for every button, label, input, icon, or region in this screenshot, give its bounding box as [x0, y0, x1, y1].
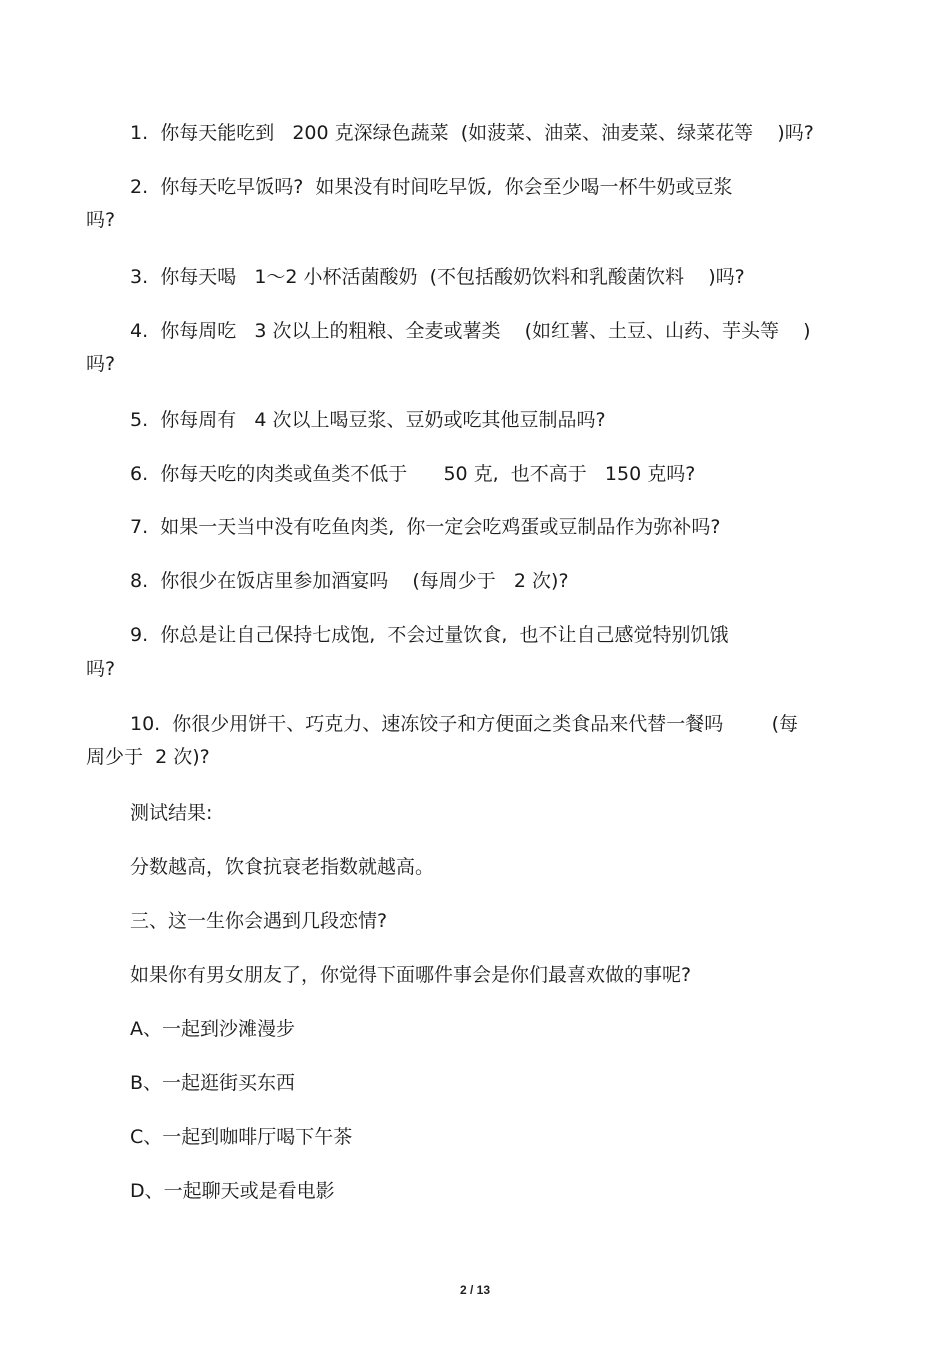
result-text: 分数越高，饮食抗衰老指数就越高。 [130, 856, 435, 878]
question-5: 5. 你每周有 4 次以上喝豆浆、豆奶或吃其他豆制品吗? [130, 409, 606, 431]
question-10-continuation: 周少于 2 次)? [86, 746, 210, 768]
section-title: 三、这一生你会遇到几段恋情? [130, 910, 388, 932]
question-9: 9. 你总是让自己保持七成饱, 不会过量饮食, 也不让自己感觉特别饥饿 [130, 624, 729, 646]
option-c: C、一起到咖啡厅喝下午茶 [130, 1126, 353, 1148]
question-10: 10. 你很少用饼干、巧克力、速冻饺子和方便面之类食品来代替一餐吗 (每 [130, 713, 799, 735]
question-2: 2. 你每天吃早饭吗? 如果没有时间吃早饭, 你会至少喝一杯牛奶或豆浆 [130, 176, 733, 198]
question-9-continuation: 吗? [86, 658, 116, 680]
question-7: 7. 如果一天当中没有吃鱼肉类, 你一定会吃鸡蛋或豆制品作为弥补吗? [130, 516, 721, 538]
question-2-continuation: 吗? [86, 209, 116, 231]
result-heading: 测试结果: [130, 802, 213, 824]
question-1: 1. 你每天能吃到 200 克深绿色蔬菜 (如菠菜、油菜、油麦菜、绿菜花等 )吗? [130, 122, 814, 144]
question-4-continuation: 吗? [86, 353, 116, 375]
question-8: 8. 你很少在饭店里参加酒宴吗 (每周少于 2 次)? [130, 570, 569, 592]
question-3: 3. 你每天喝 1～2 小杯活菌酸奶 (不包括酸奶饮料和乳酸菌饮料 )吗? [130, 266, 745, 288]
question-6: 6. 你每天吃的肉类或鱼类不低于 50 克, 也不高于 150 克吗? [130, 463, 696, 485]
section-question: 如果你有男女朋友了，你觉得下面哪件事会是你们最喜欢做的事呢? [130, 964, 692, 986]
page-number: 2 / 13 [459, 1283, 491, 1297]
question-4: 4. 你每周吃 3 次以上的粗粮、全麦或薯类 (如红薯、土豆、山药、芋头等 ) [130, 320, 811, 342]
option-a: A、一起到沙滩漫步 [130, 1018, 295, 1040]
option-d: D、一起聊天或是看电影 [130, 1180, 335, 1202]
option-b: B、一起逛街买东西 [130, 1072, 296, 1094]
